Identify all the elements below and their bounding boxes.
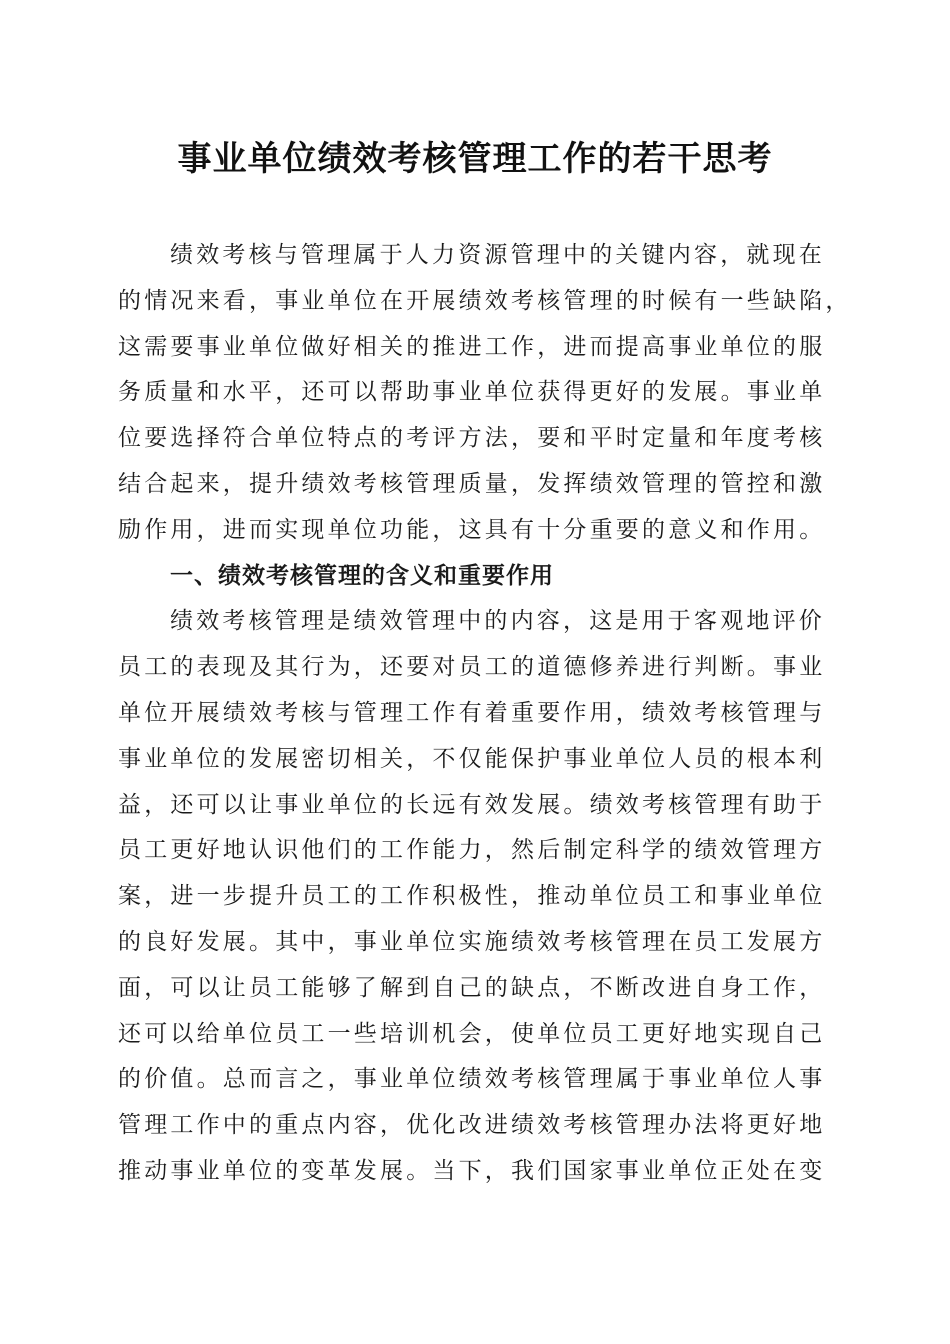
paragraph-line: 管理工作中的重点内容，优化改进绩效考核管理办法将更好地 (118, 1112, 826, 1139)
paragraph-line: 的情况来看，事业单位在开展绩效考核管理的时候有一些缺陷， (118, 287, 852, 314)
paragraph-line: 务质量和水平，还可以帮助事业单位获得更好的发展。事业单 (118, 379, 826, 406)
paragraph-line: 结合起来，提升绩效考核管理质量，发挥绩效管理的管控和激 (118, 470, 826, 497)
paragraph-line: 推动事业单位的变革发展。当下，我们国家事业单位正处在变 (118, 1157, 826, 1184)
paragraph-line: 这需要事业单位做好相关的推进工作，进而提高事业单位的服 (118, 333, 826, 360)
paragraph-line: 面，可以让员工能够了解到自己的缺点，不断改进自身工作， (118, 974, 826, 1001)
section-heading: 一、绩效考核管理的含义和重要作用 (170, 562, 554, 589)
paragraph-line: 员工的表现及其行为，还要对员工的道德修养进行判断。事业 (118, 654, 826, 681)
paragraph-line: 的价值。总而言之，事业单位绩效考核管理属于事业单位人事 (118, 1066, 826, 1093)
document-title: 事业单位绩效考核管理工作的若干思考 (177, 139, 773, 179)
paragraph-line: 励作用，进而实现单位功能，这具有十分重要的意义和作用。 (118, 516, 826, 543)
paragraph-line: 案，进一步提升员工的工作积极性，推动单位员工和事业单位 (118, 883, 826, 910)
paragraph-line: 益，还可以让事业单位的长远有效发展。绩效考核管理有助于 (118, 791, 826, 818)
paragraph-line: 绩效考核管理是绩效管理中的内容，这是用于客观地评价 (170, 608, 825, 635)
paragraph-line: 的良好发展。其中，事业单位实施绩效考核管理在员工发展方 (118, 928, 826, 955)
paragraph-line: 员工更好地认识他们的工作能力，然后制定科学的绩效管理方 (118, 837, 826, 864)
paragraph-line: 还可以给单位员工一些培训机会，使单位员工更好地实现自己 (118, 1020, 826, 1047)
paragraph-line: 单位开展绩效考核与管理工作有着重要作用，绩效考核管理与 (118, 699, 826, 726)
document-body (118, 233, 852, 1195)
paragraph-line: 绩效考核与管理属于人力资源管理中的关键内容，就现在 (170, 242, 825, 268)
paragraph-line: 事业单位的发展密切相关，不仅能保护事业单位人员的根本利 (118, 745, 826, 772)
paragraph-line: 位要选择符合单位特点的考评方法，要和平时定量和年度考核 (118, 425, 826, 452)
